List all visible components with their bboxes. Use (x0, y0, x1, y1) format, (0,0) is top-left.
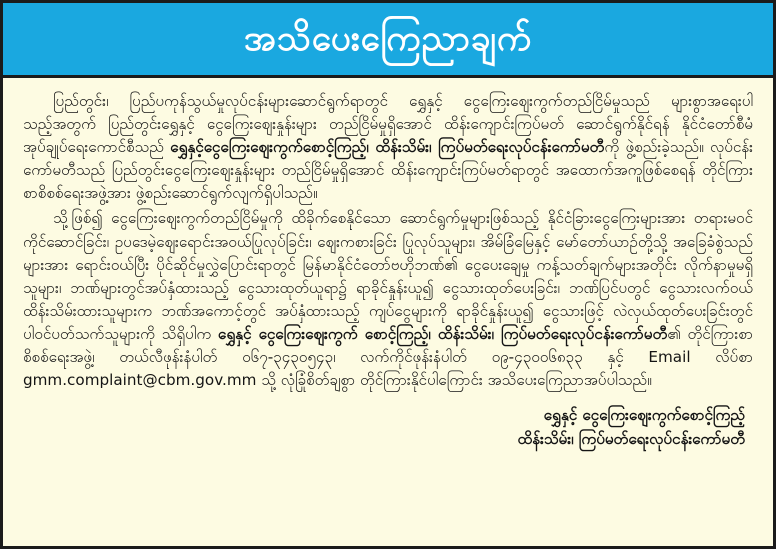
signature-line-1: ရွှေနှင့် ငွေကြေးဈေးကွက်စောင့်ကြည့် (543, 406, 745, 425)
paragraph-2-text-1: သို့ဖြစ်၍ ငွေကြေးဈေးကွက်တည်ငြိမ်မှုကို ထိခိုက်စေနိုင်သော ဆောင်ရွက်မှုများဖြစ်သည့် နိုင်ငံခြားငွေကြေးများအား တရားမဝင်ကိုင်ဆောင်ခြင်း၊ ဥပဒေမဲ့ဈေးရောင်းအဝယ်ပြုလုပ်ခြင်း၊ ဈေးကစားခြင်း ပြုလုပ်သူများ၊ အိမ်ခြံမြေနှင့် မော်တော်ယာဉ်တို့သို့ အခြေခံစွဲသည်များအား ရောင်းဝယ်ပြီး ပိုင်ဆိုင်မှုလွှဲပြောင်းရာတွင် မြန်မာနိုင်ငံတော်ဗဟိုဘဏ်၏ ငွေပေးချေမှု ကန့်သတ်ချက်များအတိုင်း လိုက်နာမှုမရှိသူများ၊ ဘဏ်များတွင်အပ်နှံထားသည့် ငွေသားထုတ်ယူရာ၌ ရာခိုင်နှုန်းယူ၍ ငွေသားထုတ်ပေးခြင်း၊ ဘဏ်ပြင်ပတွင် ငွေသားလက်ဝယ်ထိန်းသိမ်းထားသူများက ဘဏ်အကောင့်တွင် အပ်နှံထားသည့် ကျပ်ငွေများကို ရာခိုင်နှုန်းယူ၍ ငွေသားဖြင့် လဲလှယ်ထုတ်ပေးခြင်းတွင် ပါဝင်ပတ်သက်သူများကို သိရှိပါက (23, 209, 753, 343)
paragraph-2-text-2: ၏ တိုင်ကြားစာစိစစ်ရေးအဖွဲ့၊ တယ်လီဖုန်းနံပါတ် ၀၆၇-၃၄၃၀၅၄၃၊ လက်ကိုင်ဖုန်းနံပါတ် ၀၉-၄၃၀၀၆၈၃၃ နှင့် Email လိပ်စာ gmm.complaint@cbm.gov.mm သို့ လုံခြုံစိတ်ချစွာ တိုင်ကြားနိုင်ပါကြောင်း အသိပေးကြေညာအပ်ပါသည်။ (23, 324, 753, 390)
title-bar (3, 3, 773, 78)
paragraph-1-text-2: ကို ဖွဲ့စည်းခဲ့သည်။ လုပ်ငန်းကော်မတီသည် ပြည်တွင်းငွေကြေးဈေးနှုန်းများ တည်ငြိမ်မှုရှိအောင် ထိန်းကျောင်းကြပ်မတ်ရာတွင် အထောက်အကူဖြစ်စေရန် တိုင်ကြားစာစိစစ်ရေးအဖွဲ့အား ဖွဲ့စည်းဆောင်ရွက်လျက်ရှိပါသည်။ (23, 138, 754, 203)
announcement-body (3, 78, 773, 459)
committee-name-2: ရွှေနှင့် ငွေကြေးဈေးကွက် စောင့်ကြည့်၊ ထိန်းသိမ်း၊ ကြပ်မတ်ရေးလုပ်ငန်းကော်မတီ (217, 324, 668, 343)
signature-line-2: ထိန်းသိမ်း၊ ကြပ်မတ်ရေးလုပ်ငန်းကော်မတီ (517, 429, 745, 448)
paragraph-2 (23, 207, 753, 392)
committee-name-1: ရွှေနှင့်ငွေကြေးဈေးကွက်စောင့်ကြည့်၊ ထိန်းသိမ်း၊ ကြပ်မတ်ရေးလုပ်ငန်းကော်မတီ (170, 138, 605, 157)
signature-block (23, 404, 753, 451)
paragraph-1-text-1: ပြည်တွင်း၊ ပြည်ပကုန်သွယ်မှုလုပ်ငန်းများဆောင်ရွက်ရာတွင် ရွှေနှင့် ငွေကြေးဈေးကွက်တည်ငြိမ်မှုသည် များစွာအရေးပါသည့်အတွက် ပြည်တွင်းရွှေနှင့် ငွေကြေးဈေးနှုန်းများ တည်ငြိမ်မှုရှိအောင် ထိန်းကျောင်းကြပ်မတ် ဆောင်ရွက်နိုင်ရန် နိုင်ငံတော်စီမံအုပ်ချုပ်ရေးကောင်စီသည် (23, 92, 753, 157)
paragraph-1 (23, 90, 753, 205)
page-title: အသိပေးကြေညာချက် (243, 18, 533, 59)
